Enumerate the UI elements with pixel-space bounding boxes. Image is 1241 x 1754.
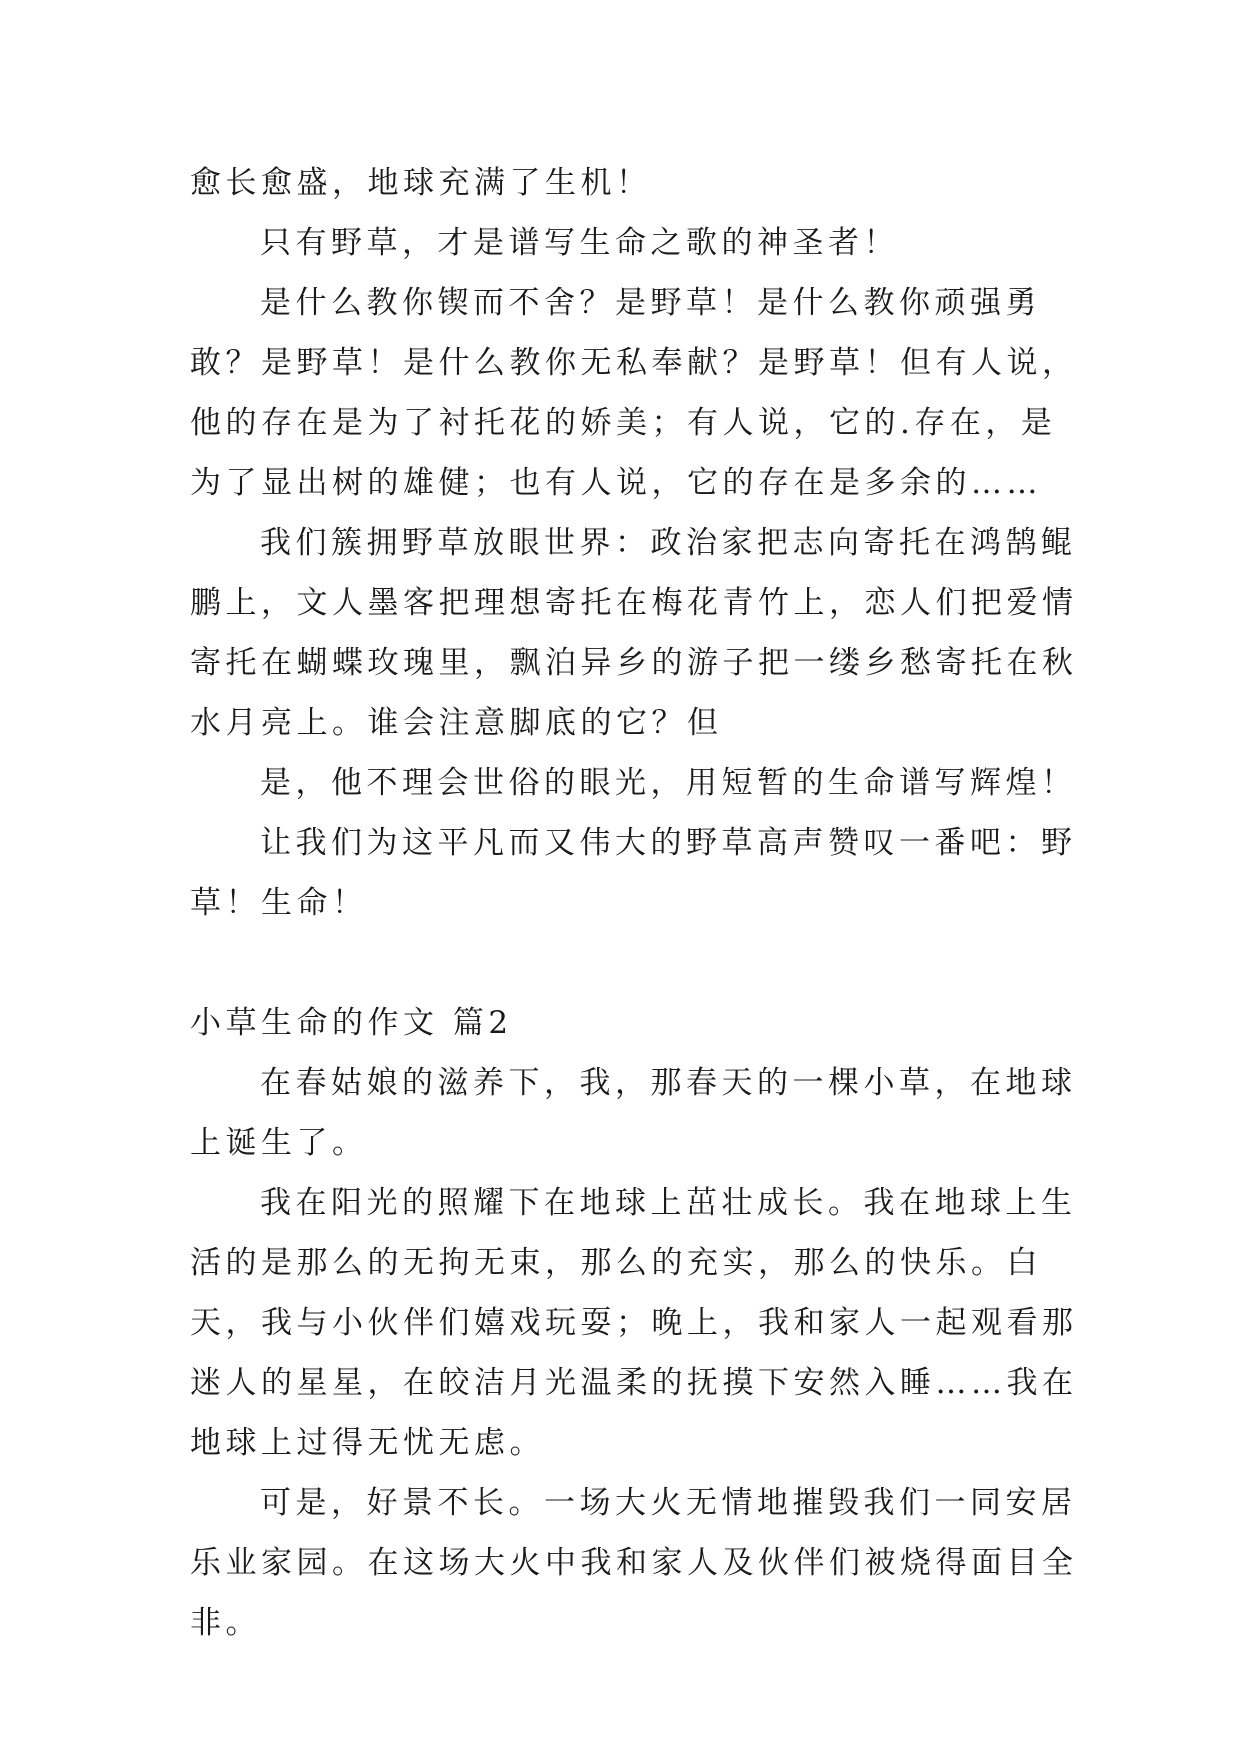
paragraph-8: 我在阳光的照耀下在地球上茁壮成长。我在地球上生活的是那么的无拘无束，那么的充实，那么的快乐。白天，我与小伙伴们嬉戏玩耍；晚上，我和家人一起观看那迷人的星星，在皎洁月光温柔的抚摸下安然入睡……我在地球上过得无忧无虑。	[190, 1185, 1078, 1461]
paragraph-1: 愈长愈盛，地球充满了生机！	[190, 165, 652, 201]
paragraph-6: 让我们为这平凡而又伟大的野草高声赞叹一番吧：野草！生命！	[190, 825, 1077, 921]
paragraph-7: 在春姑娘的滋养下，我，那春天的一棵小草，在地球上诞生了。	[190, 1065, 1077, 1161]
section-heading: 小草生命的作文 篇2	[190, 1005, 513, 1041]
document-body	[190, 153, 1090, 1653]
paragraph-9: 可是，好景不长。一场大火无情地摧毁我们一同安居乐业家园。在这场大火中我和家人及伙伴们被烧得面目全非。	[190, 1485, 1078, 1641]
paragraph-2: 只有野草，才是谱写生命之歌的神圣者！	[260, 225, 899, 261]
paragraph-4: 我们簇拥野草放眼世界：政治家把志向寄托在鸿鹄鲲鹏上，文人墨客把理想寄托在梅花青竹上，恋人们把爱情寄托在蝴蝶玫瑰里，飘泊异乡的游子把一缕乡愁寄托在秋水月亮上。谁会注意脚底的它？但	[190, 525, 1078, 741]
paragraph-5: 是，他不理会世俗的眼光，用短暂的生命谱写辉煌！	[260, 765, 1077, 801]
paragraph-3: 是什么教你锲而不舍？是野草！是什么教你顽强勇敢？是野草！是什么教你无私奉献？是野草！但有人说，他的存在是为了衬托花的娇美；有人说，它的.存在，是为了显出树的雄健；也有人说，它的存在是多余的……	[190, 285, 1078, 501]
